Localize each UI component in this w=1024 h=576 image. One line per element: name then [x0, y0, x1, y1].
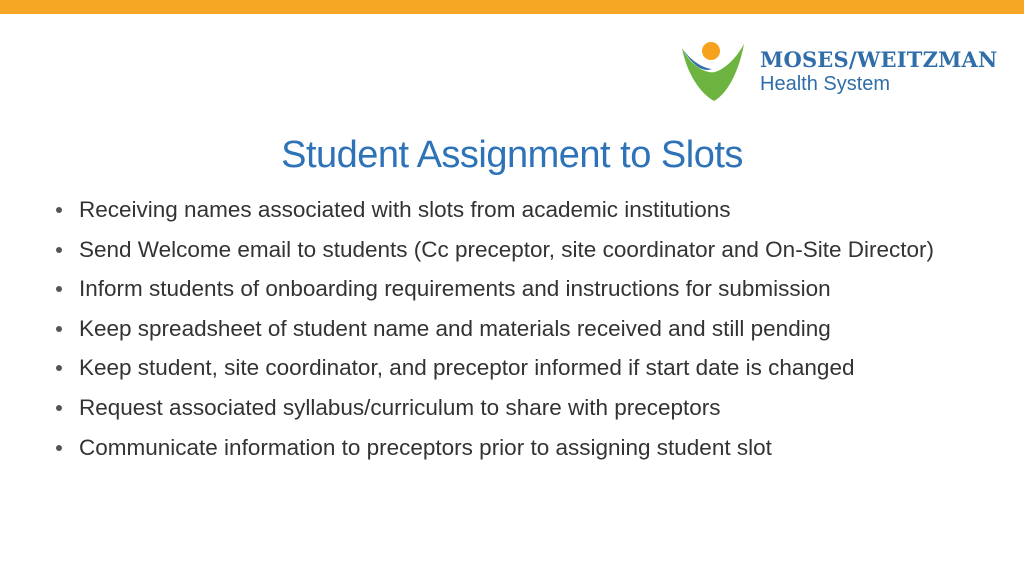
bullet-item — [56, 275, 976, 303]
bullet-item — [56, 434, 976, 462]
bullet-item — [56, 394, 976, 422]
bullet-item — [56, 315, 976, 343]
bullet-dot — [56, 326, 62, 332]
bullet-item — [56, 354, 976, 382]
bullet-dot — [56, 207, 62, 213]
moses-weitzman-logo-icon — [680, 40, 746, 102]
bullet-item — [56, 196, 976, 224]
bullet-item — [56, 236, 976, 264]
bullet-text: Keep spreadsheet of student name and materials received and still pending — [79, 315, 831, 341]
top-accent-bar — [0, 0, 1024, 14]
logo-line-1: MOSES/WEITZMAN — [760, 47, 998, 72]
bullet-dot — [56, 247, 62, 253]
bullet-text: Receiving names associated with slots from academic institutions — [79, 197, 731, 222]
organization-logo — [680, 40, 1000, 104]
logo-wordmark — [760, 49, 997, 94]
bullet-text: Request associated syllabus/curriculum to share with preceptors — [79, 394, 721, 420]
bullet-text: Inform students of onboarding requirements and instructions for submission — [79, 276, 831, 302]
bullet-list — [56, 196, 976, 473]
logo-line-2: Health System — [760, 73, 891, 95]
bullet-dot — [56, 365, 62, 371]
slide-title: Student Assignment to Slots — [281, 134, 743, 176]
bullet-text: Send Welcome email to students (Cc preceptor, site coordinator and On-Site Director) — [79, 236, 934, 262]
bullet-dot — [56, 286, 62, 292]
bullet-text: Communicate information to preceptors prior to assigning student slot — [79, 434, 772, 460]
bullet-dot — [56, 445, 62, 451]
bullet-text: Keep student, site coordinator, and preceptor informed if start date is changed — [79, 355, 855, 381]
bullet-dot — [56, 405, 62, 411]
